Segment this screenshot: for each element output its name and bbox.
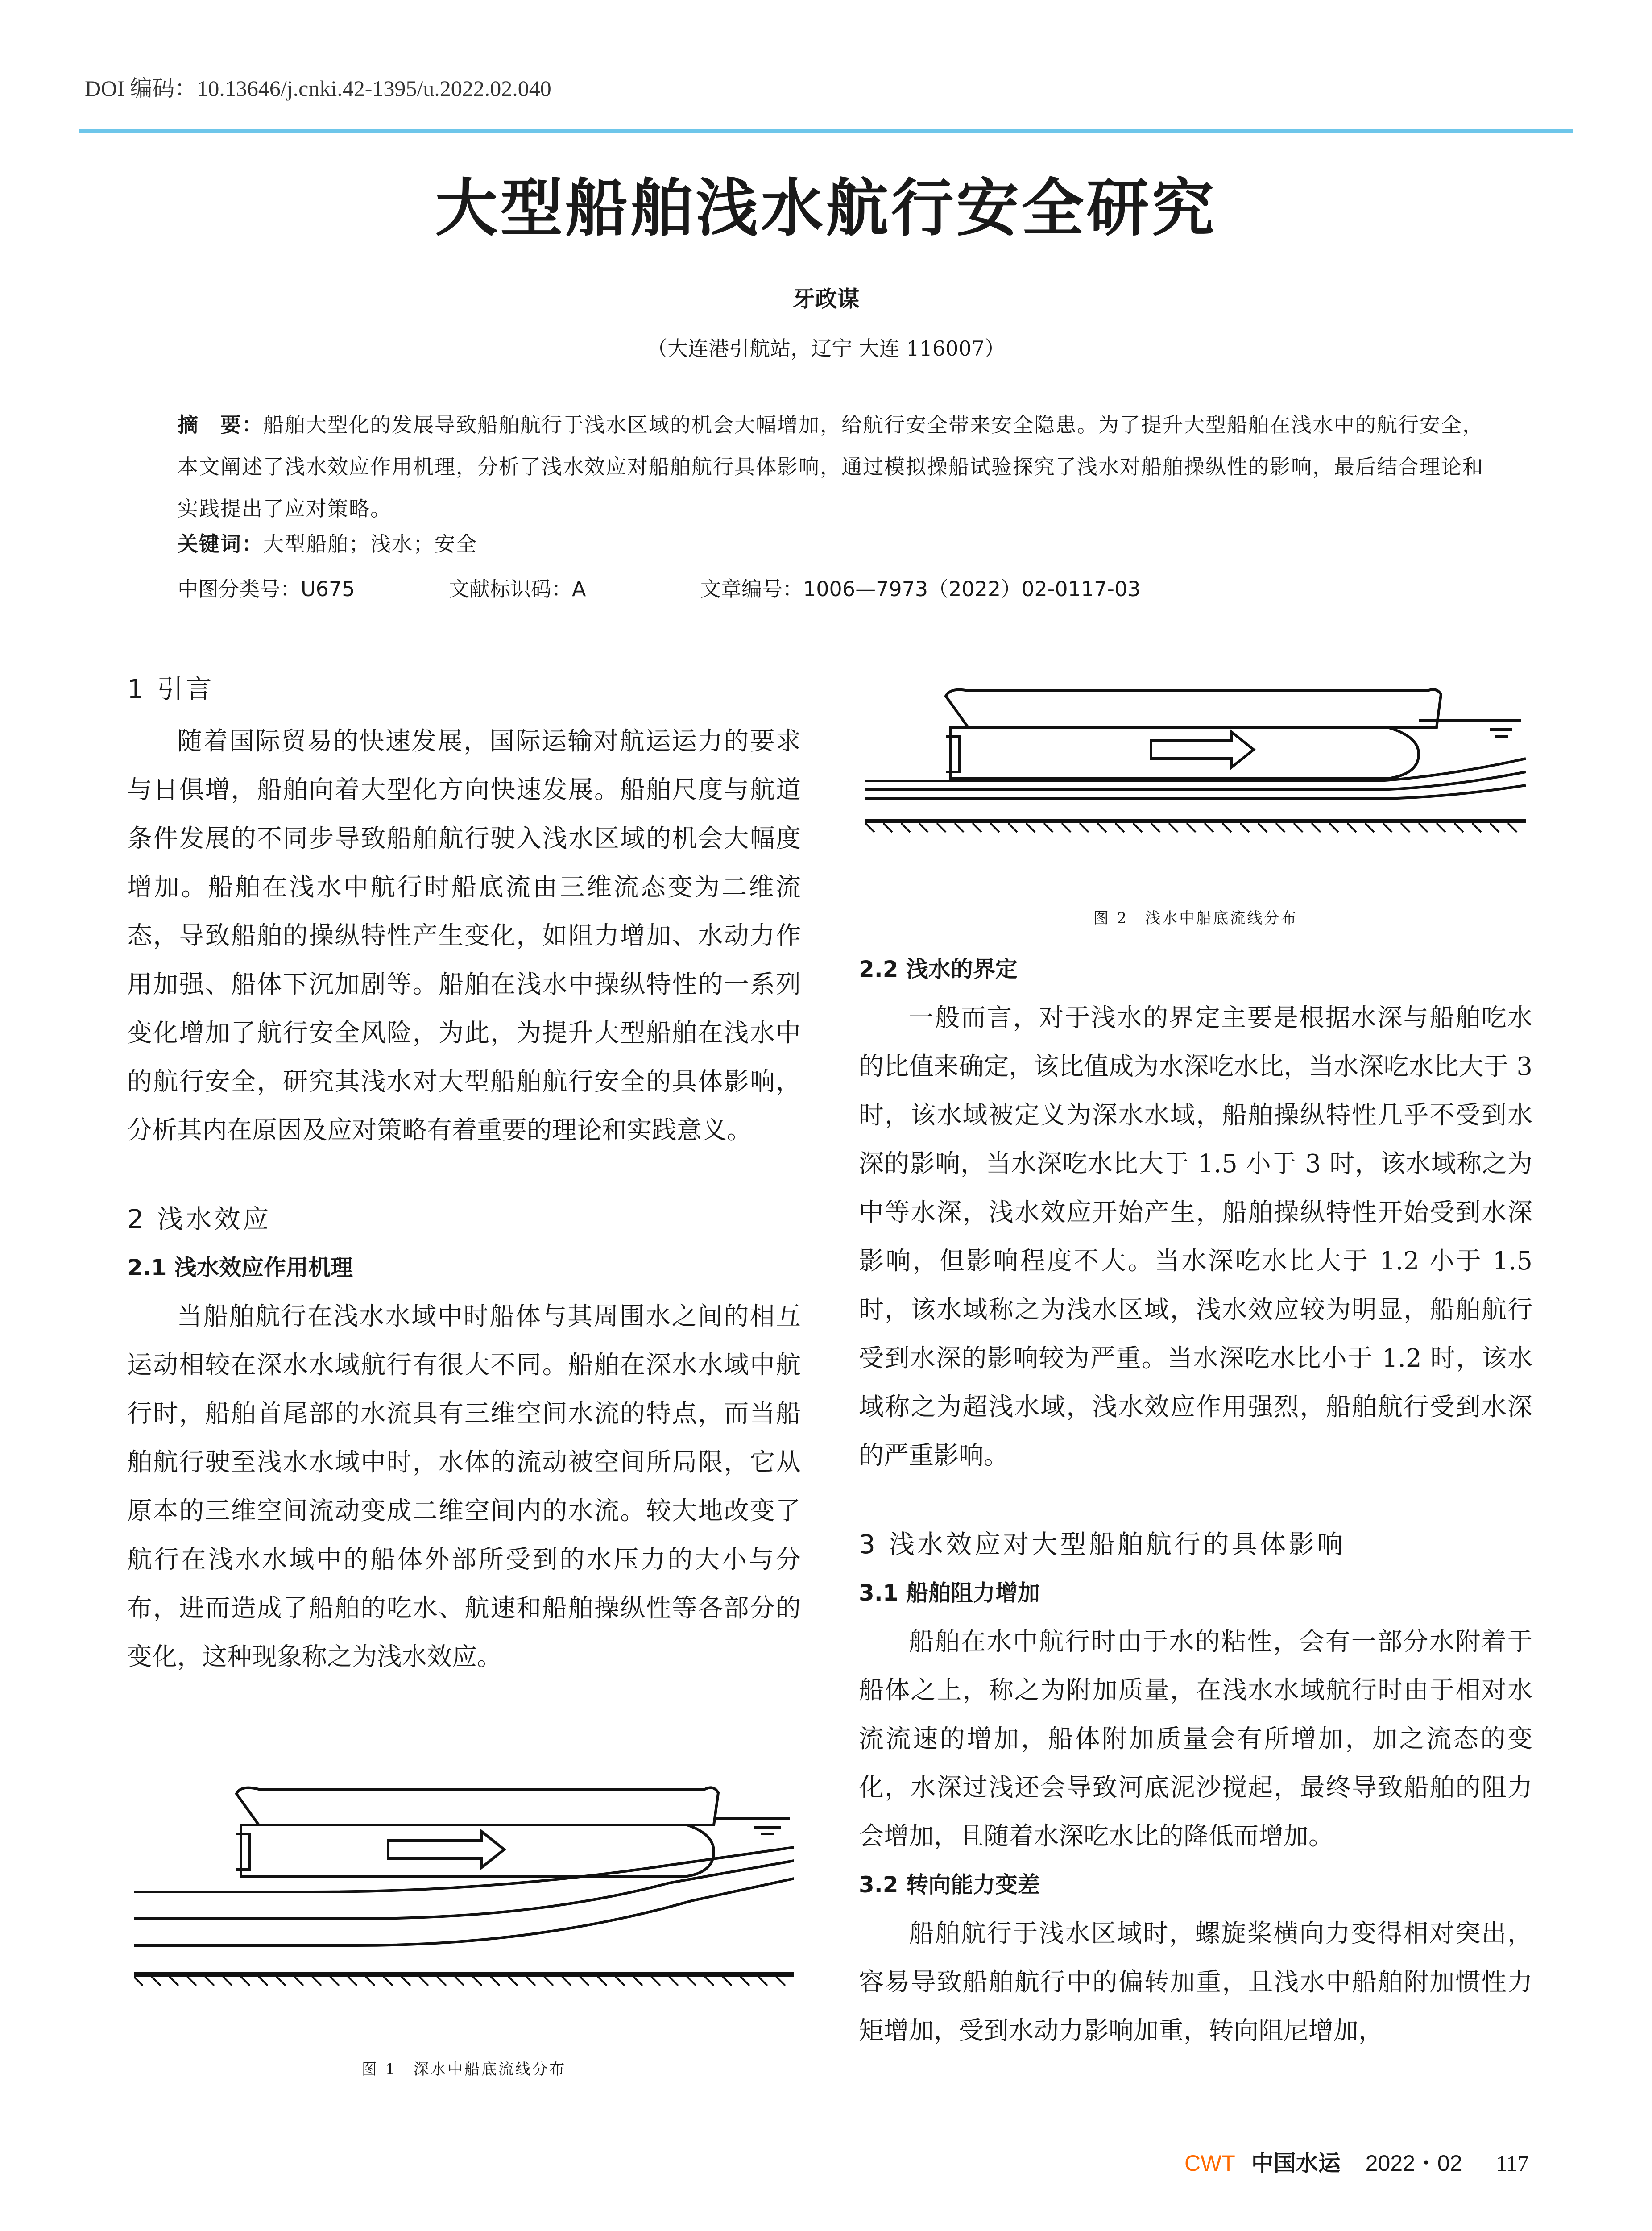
section-3-2-heading: 3.2 转向能力变差	[859, 1872, 1040, 1898]
footer-journal: 中国水运	[1251, 2150, 1341, 2176]
footer-cwt-logo: CWT	[1184, 2151, 1235, 2176]
right-column	[859, 945, 1532, 2055]
figure-2-diagram	[865, 687, 1526, 834]
left-column-top	[127, 665, 801, 1681]
abstract	[178, 404, 1489, 530]
footer-issue: 2022・02	[1365, 2151, 1462, 2176]
section-3-heading: 3 浅水效应对大型船舶航行的具体影响	[859, 1529, 1346, 1559]
keywords-text: 大型船舶；浅水；安全	[263, 532, 477, 556]
seabed-hatching	[865, 823, 1517, 832]
doi-line: DOI 编码：10.13646/j.cnki.42-1395/u.2022.02.040	[85, 76, 551, 101]
ship-deck	[236, 1787, 718, 1825]
keywords-label: 关键词：	[178, 532, 263, 556]
keywords	[178, 528, 477, 557]
section-1-paragraph: 随着国际贸易的快速发展，国际运输对航运运力的要求与日俱增，船舶向着大型化方向快速发展。船舶尺度与航道条件发展的不同步导致船舶航行驶入浅水区域的机会大幅度增加。船舶在浅水中航行时船底流由三维流态变为二维流态，导致船舶的操纵特性产生变化，如阻力增加、水动力作用加强、船体下沉加剧等。船舶在浅水中操纵特性的一系列变化增加了航行安全风险，为此，为提升大型船舶在浅水中的航行安全，研究其浅水对大型船舶航行安全的具体影响，分析其内在原因及应对策略有着重要的理论和实践意义。	[127, 727, 801, 1145]
ship-deck	[946, 689, 1441, 727]
section-2-2-heading: 2.2 浅水的界定	[859, 956, 1018, 982]
figure-2-caption: 图 2 浅水中船底流线分布	[1093, 909, 1298, 927]
section-2-2-paragraph: 一般而言，对于浅水的界定主要是根据水深与船舶吃水的比值来确定，该比值成为水深吃水比，当水深吃水比大于 3 时，该水域被定义为深水水域，船舶操纵特性几乎不受到水深的影响，当水深吃水比大于 1.5 小于 3 时，该水域称之为中等水深，浅水效应开始产生，船舶操纵特性开始受到水深影响，但影响程度不大。当水深吃水比大于 1.2 小于 1.5 时，该水域称之为浅水区域，浅水效应较为明显，船舶航行受到水深的影响较为严重。当水深吃水比小于 1.2 时，该水域称之为超浅水域，浅水效应作用强烈，船舶航行受到水深的严重影响。	[859, 1004, 1533, 1470]
section-2-1-heading: 2.1 浅水效应作用机理	[127, 1255, 353, 1281]
section-2-1-paragraph: 当船舶航行在浅水水域中时船体与其周围水之间的相互运动相较在深水水域航行有很大不同。船舶在深水水域中航行时，船舶首尾部的水流具有三维空间水流的特点，而当船舶航行驶至浅水水域中时，水体的流动被空间所局限，它从原本的三维空间流动变成二维空间内的水流。较大地改变了航行在浅水水域中的船体外部所受到的水压力的大小与分布，进而造成了船舶的吃水、航速和船舶操纵性等各部分的变化，这种现象称之为浅水效应。	[127, 1302, 801, 1671]
document-code: 文献标识码：A	[449, 577, 586, 601]
section-3-1-paragraph: 船舶在水中航行时由于水的粘性，会有一部分水附着于船体之上，称之为附加质量，在浅水水域航行时由于相对水流流速的增加，船体附加质量会有所增加，加之流态的变化，水深过浅还会导致河底泥沙搅起，最终导致船舶的阻力会增加，且随着水深吃水比的降低而增加。	[859, 1627, 1532, 1851]
abstract-text: 船舶大型化的发展导致船舶航行于浅水区域的机会大幅增加，给航行安全带来安全隐患。为了提升大型船舶在浅水中的航行安全，本文阐述了浅水效应作用机理，分析了浅水效应对船舶航行具体影响，通过模拟操船试验探究了浅水对船舶操纵性的影响，最后结合理论和实践提出了应对策略。	[178, 413, 1484, 521]
figure-1-caption: 图 1 深水中船底流线分布	[361, 2061, 567, 2078]
footer	[1184, 2145, 1529, 2177]
affiliation: （大连港引航站，辽宁 大连 116007）	[647, 336, 1005, 361]
streamline-3	[134, 1879, 794, 1945]
section-1-heading: 1 引言	[127, 674, 215, 704]
clc-number: 中图分类号：U675	[178, 577, 355, 601]
article-title: 大型船舶浅水航行安全研究	[435, 172, 1217, 245]
section-2-heading: 2 浅水效应	[127, 1204, 272, 1234]
article-number: 文章编号：1006—7973（2022）02-0117-03	[700, 577, 1141, 601]
header-rule	[79, 129, 1573, 133]
water-surface-symbol	[1490, 730, 1512, 736]
figure-1-diagram	[134, 1785, 794, 1986]
author-name: 牙政谋	[792, 286, 860, 312]
section-3-2-paragraph: 船舶航行于浅水区域时，螺旋桨横向力变得相对突出，容易导致船舶航行中的偏转加重，且浅水中船舶附加惯性力矩增加，受到水动力影响加重，转向阻尼增加，	[859, 1919, 1532, 2045]
water-surface-symbol	[754, 1827, 781, 1834]
seabed-hatching	[134, 1977, 785, 1986]
section-3-1-heading: 3.1 船舶阻力增加	[859, 1580, 1040, 1606]
abstract-label: 摘 要：	[178, 413, 263, 437]
page-number: 117	[1496, 2151, 1529, 2176]
